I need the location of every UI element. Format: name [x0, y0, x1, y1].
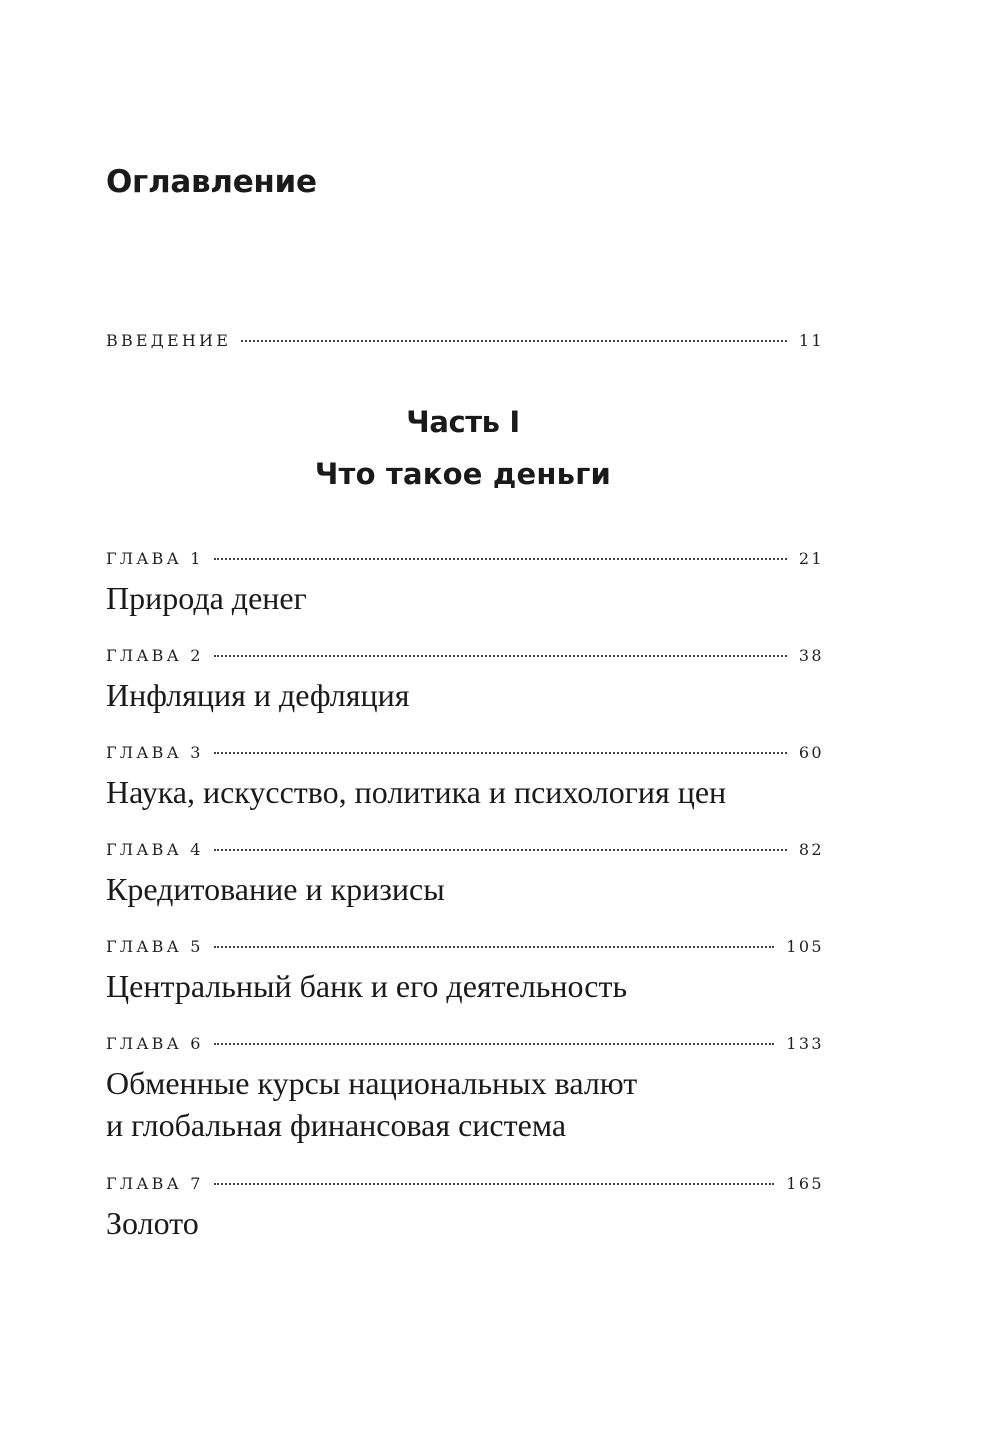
chapter-label: ГЛАВА 7: [106, 1174, 204, 1193]
chapter-entry-6[interactable]: [106, 1033, 822, 1055]
chapter-page-number: 82: [798, 840, 824, 859]
chapter-page-number: 133: [786, 1034, 824, 1053]
chapter-page-number: 38: [798, 646, 824, 665]
chapter-label: ГЛАВА 3: [106, 743, 204, 762]
chapter-label: ГЛАВА 5: [106, 937, 204, 956]
chapter-page-number: 60: [798, 743, 824, 762]
part-number: Часть I: [406, 405, 520, 439]
chapter-title-4[interactable]: Кредитование и кризисы: [106, 871, 445, 907]
chapter-title-5[interactable]: Центральный банк и его деятельность: [106, 968, 628, 1004]
chapter-title-1[interactable]: Природа денег: [106, 580, 307, 616]
chapter-page-number: 21: [798, 549, 824, 568]
dot-leader: [214, 655, 787, 657]
chapter-title-7[interactable]: Золото: [106, 1205, 199, 1241]
chapter-entry-4[interactable]: [106, 839, 822, 861]
chapter-label: ГЛАВА 1: [106, 549, 204, 568]
dot-leader: [214, 1183, 775, 1185]
dot-leader: [214, 1043, 775, 1045]
chapter-page-number: 105: [786, 937, 824, 956]
dot-leader: [241, 340, 787, 342]
dot-leader: [214, 946, 775, 948]
chapter-entry-3[interactable]: [106, 742, 822, 764]
dot-leader: [214, 752, 787, 754]
chapter-label: ГЛАВА 4: [106, 840, 204, 859]
chapter-entry-2[interactable]: [106, 645, 822, 667]
toc-entry-introduction[interactable]: [106, 330, 822, 352]
chapter-label: ГЛАВА 6: [106, 1034, 204, 1053]
chapter-entry-1[interactable]: [106, 548, 822, 570]
chapter-entry-7[interactable]: [106, 1173, 822, 1195]
part-name: Что такое деньги: [314, 457, 612, 491]
chapter-title-6-line-1[interactable]: Обменные курсы национальных валют: [106, 1065, 638, 1101]
dot-leader: [214, 558, 787, 560]
intro-page-number: 11: [798, 331, 824, 350]
chapter-title-6-line-2[interactable]: и глобальная финансовая система: [106, 1107, 567, 1143]
intro-label: ВВЕДЕНИЕ: [106, 331, 232, 350]
chapter-title-3[interactable]: Наука, искусство, политика и психология цен: [106, 774, 727, 810]
chapter-label: ГЛАВА 2: [106, 646, 204, 665]
chapter-title-2[interactable]: Инфляция и дефляция: [106, 677, 410, 713]
chapter-entry-5[interactable]: [106, 936, 822, 958]
toc-title: Оглавление: [106, 164, 317, 200]
chapter-page-number: 165: [786, 1174, 824, 1193]
dot-leader: [214, 849, 787, 851]
